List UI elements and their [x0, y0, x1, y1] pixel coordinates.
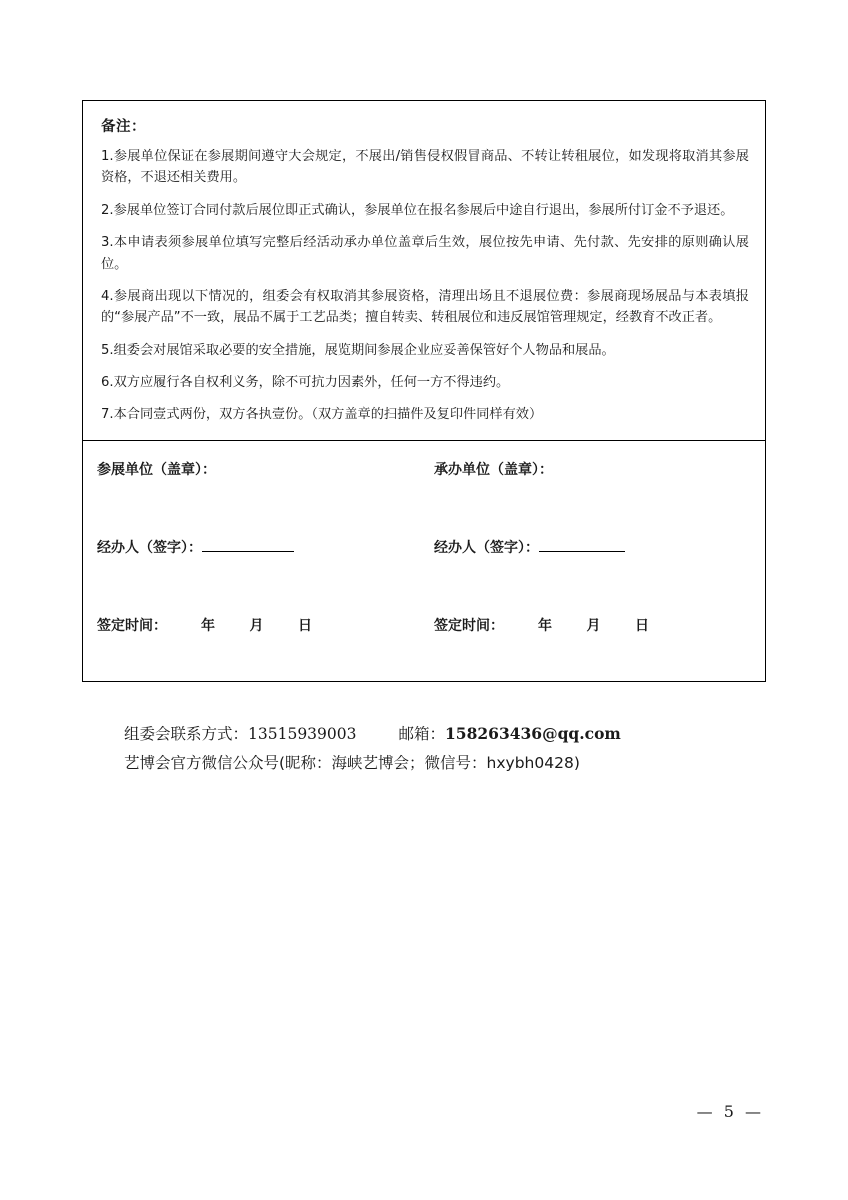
organizer-agent-blank[interactable] [539, 551, 625, 552]
contact-line-phone [124, 720, 784, 749]
committee-email: 158263436@qq.com [445, 724, 621, 743]
note-item: 3.本申请表须参展单位填写完整后经活动承办单位盖章后生效，展位按先申请、先付款、先安排的原则确认展位。 [101, 235, 749, 272]
date-month-label: 月 [586, 617, 601, 634]
contact-block [124, 720, 784, 777]
date-day-label: 日 [635, 617, 650, 634]
terms-and-signature-box [82, 100, 766, 682]
exhibitor-agent-label: 经办人（签字）： [97, 539, 202, 556]
exhibitor-seal-label: 参展单位（盖章）： [97, 461, 216, 478]
signature-section [83, 441, 765, 681]
agent-row [83, 537, 765, 615]
exhibitor-date-blanks[interactable] [167, 615, 313, 635]
exhibitor-seal-field[interactable] [83, 459, 424, 479]
committee-phone: 13515939003 [248, 725, 357, 743]
organizer-seal-field[interactable] [424, 459, 765, 479]
organizer-date-label: 签定时间： [434, 617, 504, 634]
notes-section [83, 101, 765, 441]
contact-line-wechat: 艺博会官方微信公众号(昵称：海峡艺博会；微信号：hxybh0428) [124, 753, 580, 772]
date-row [83, 615, 765, 661]
organizer-date-blanks[interactable] [504, 615, 650, 635]
date-year-label: 年 [201, 617, 216, 634]
note-item: 5.组委会对展馆采取必要的安全措施，展览期间参展企业应妥善保管好个人物品和展品。 [101, 342, 615, 358]
organizer-date-field[interactable] [424, 615, 765, 635]
date-year-label: 年 [538, 617, 553, 634]
date-month-label: 月 [249, 617, 264, 634]
page-number: — 5 — [696, 1102, 764, 1121]
seal-row [83, 459, 765, 537]
exhibitor-agent-blank[interactable] [202, 551, 294, 552]
organizer-agent-field[interactable] [424, 537, 765, 557]
committee-contact-label: 组委会联系方式： [124, 725, 249, 743]
exhibitor-date-field[interactable] [83, 615, 424, 635]
note-item: 6.双方应履行各自权利义务，除不可抗力因素外，任何一方不得违约。 [101, 375, 510, 390]
note-item: 7.本合同壹式两份，双方各执壹份。（双方盖章的扫描件及复印件同样有效） [101, 407, 543, 423]
note-item: 4.参展商出现以下情况的，组委会有权取消其参展资格，清理出场且不退展位费：参展商现场展品与本表填报的“参展产品”不一致，展品不属于工艺品类；擅自转卖、转租展位和违反展馆管理规定，经教育不改正者。 [101, 288, 749, 326]
note-item: 2.参展单位签订合同付款后展位即正式确认，参展单位在报名参展后中途自行退出，参展所付订金不予退还。 [101, 202, 734, 218]
note-item: 1.参展单位保证在参展期间遵守大会规定，不展出/销售侵权假冒商品、不转让转租展位，如发现将取消其参展资格，不退还相关费用。 [101, 149, 749, 186]
email-label: 邮箱： [398, 725, 446, 743]
organizer-agent-label: 经办人（签字）： [434, 539, 539, 556]
organizer-seal-label: 承办单位（盖章）： [434, 461, 553, 478]
exhibitor-date-label: 签定时间： [97, 617, 167, 634]
notes-title: 备注： [101, 119, 146, 135]
exhibitor-agent-field[interactable] [83, 537, 424, 557]
date-day-label: 日 [298, 617, 313, 634]
